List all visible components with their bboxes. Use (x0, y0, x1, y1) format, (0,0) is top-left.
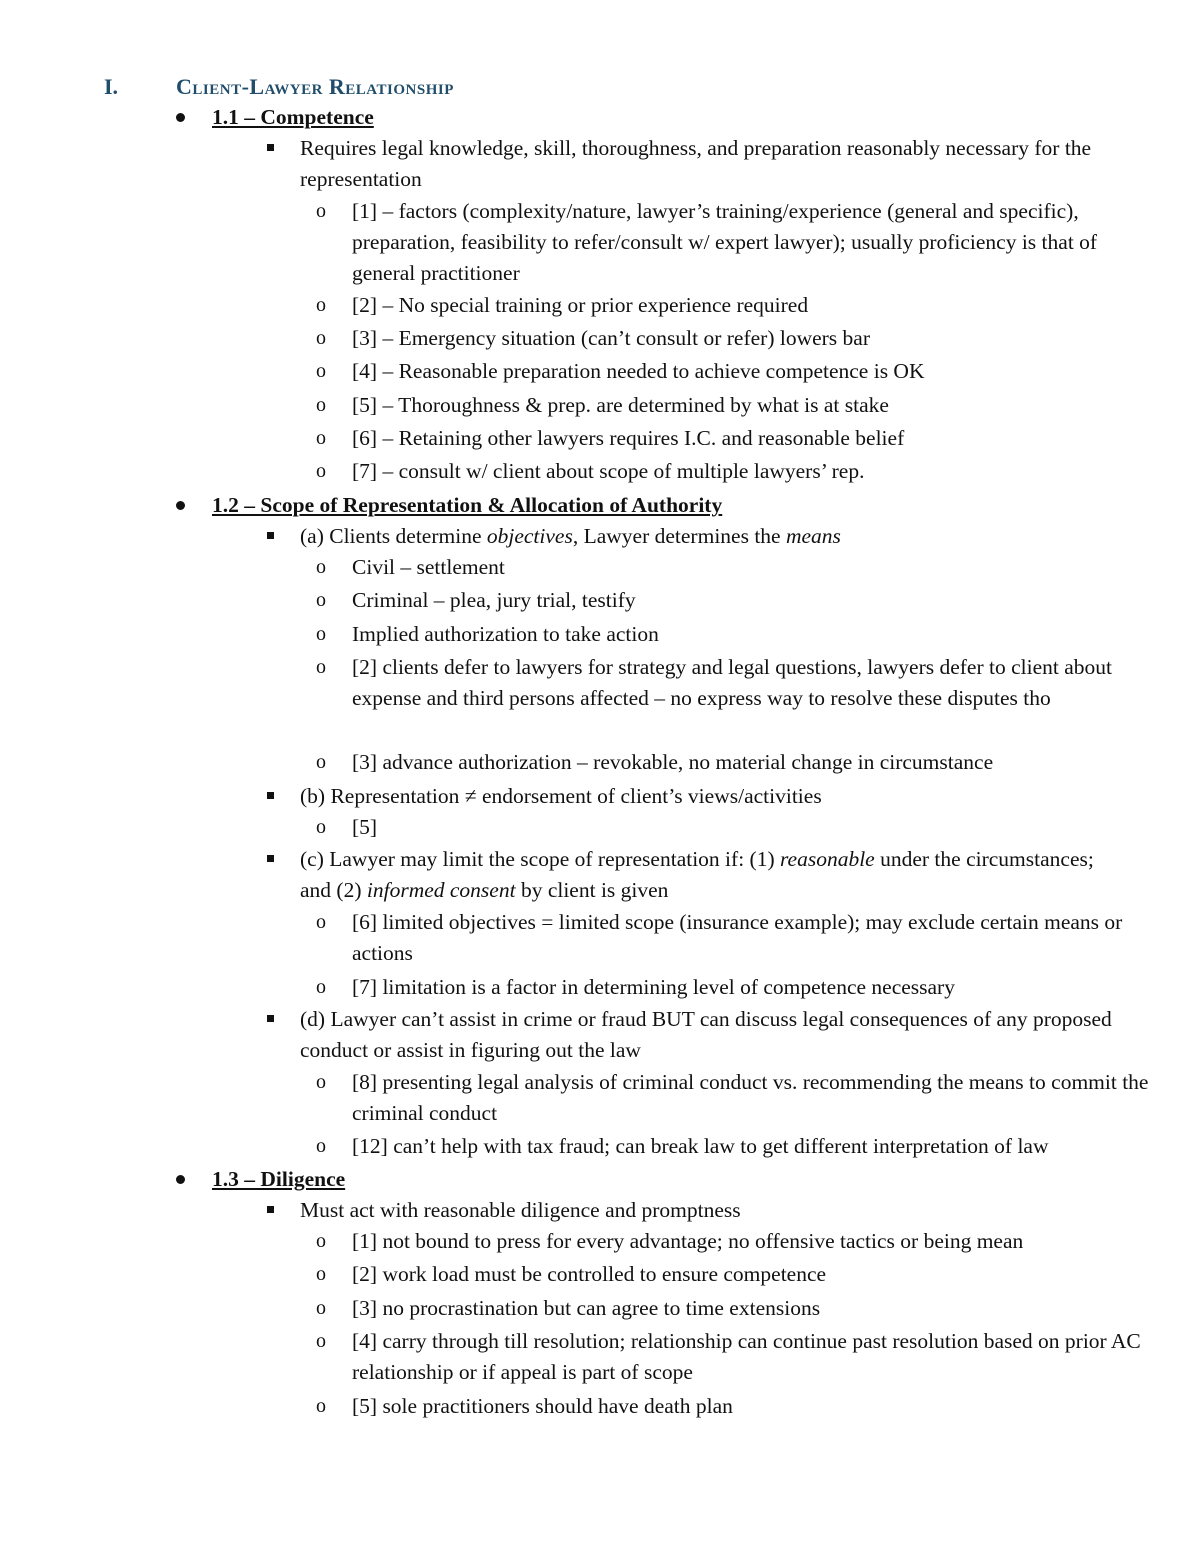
comment-item: o [3] no procrastination but can agree to time extensions (352, 1293, 1152, 1324)
circle-bullet-icon: o (316, 589, 326, 611)
square-bullet-icon (267, 855, 274, 862)
comment-item: o Criminal – plea, jury trial, testify (352, 585, 1152, 616)
circle-bullet-icon: o (316, 1297, 326, 1319)
circle-bullet-icon: o (316, 1395, 326, 1417)
circle-bullet-icon: o (316, 623, 326, 645)
square-bullet-icon (267, 532, 274, 539)
square-bullet-icon (267, 1015, 274, 1022)
circle-bullet-icon: o (316, 394, 326, 416)
circle-bullet-icon: o (316, 1135, 326, 1157)
circle-bullet-icon: o (316, 1263, 326, 1285)
comment-item: o [7] – consult w/ client about scope of multiple lawyers’ rep. (352, 456, 1152, 487)
rule-item: (b) Representation ≠ endorsement of client’s views/activities (300, 781, 1130, 812)
comment-item: o [7] limitation is a factor in determining level of competence necessary (352, 972, 1152, 1003)
circle-bullet-icon: o (316, 1330, 326, 1352)
comment-item: o [4] – Reasonable preparation needed to achieve competence is OK (352, 356, 1152, 387)
bullet-icon (176, 501, 185, 510)
circle-bullet-icon: o (316, 751, 326, 773)
comment-item: o [5] – Thoroughness & prep. are determined by what is at stake (352, 390, 1152, 421)
section-heading-1-3: 1.3 – Diligence (212, 1164, 345, 1195)
circle-bullet-icon: o (316, 360, 326, 382)
circle-bullet-icon: o (316, 556, 326, 578)
rule-item: (c) Lawyer may limit the scope of representation if: (1) reasonable under the circumstances; and (2) informed consent by client is given (300, 844, 1130, 906)
bullet-icon (176, 113, 185, 122)
rule-item: Requires legal knowledge, skill, thoroughness, and preparation reasonably necessary for the representation (300, 133, 1130, 195)
circle-bullet-icon: o (316, 816, 326, 838)
comment-item: o [3] – Emergency situation (can’t consult or refer) lowers bar (352, 323, 1152, 354)
comment-item: o [2] work load must be controlled to ensure competence (352, 1259, 1152, 1290)
circle-bullet-icon: o (316, 976, 326, 998)
square-bullet-icon (267, 144, 274, 151)
rule-item: (d) Lawyer can’t assist in crime or fraud BUT can discuss legal consequences of any proposed conduct or assist in figuring out the law (300, 1004, 1130, 1066)
circle-bullet-icon: o (316, 327, 326, 349)
bullet-icon (176, 1175, 185, 1184)
circle-bullet-icon: o (316, 427, 326, 449)
circle-bullet-icon: o (316, 911, 326, 933)
circle-bullet-icon: o (316, 200, 326, 222)
rule-item: Must act with reasonable diligence and promptness (300, 1195, 1130, 1226)
comment-item: o [4] carry through till resolution; relationship can continue past resolution based on prior AC relationship or if appeal is part of scope (352, 1326, 1152, 1388)
chapter-title: Client-Lawyer Relationship (176, 74, 454, 99)
chapter-number: I. (104, 74, 119, 99)
circle-bullet-icon: o (316, 1230, 326, 1252)
circle-bullet-icon: o (316, 460, 326, 482)
comment-item: o [6] – Retaining other lawyers requires I.C. and reasonable belief (352, 423, 1152, 454)
comment-item: o [6] limited objectives = limited scope (insurance example); may exclude certain means or actions (352, 907, 1152, 969)
comment-item: o [1] – factors (complexity/nature, lawyer’s training/experience (general and specific), preparation, feasibility to refer/consult w/ expert lawyer); usually proficiency is that of general practitioner (352, 196, 1152, 289)
circle-bullet-icon: o (316, 656, 326, 678)
section-heading-1-1: 1.1 – Competence (212, 102, 374, 133)
comment-item: o [5] (352, 812, 1152, 843)
circle-bullet-icon: o (316, 1071, 326, 1093)
comment-item: o [2] – No special training or prior experience required (352, 290, 1152, 321)
rule-item: (a) Clients determine objectives, Lawyer determines the means (300, 521, 1130, 552)
comment-item: o Civil – settlement (352, 552, 1152, 583)
square-bullet-icon (267, 792, 274, 799)
comment-item: o [1] not bound to press for every advantage; no offensive tactics or being mean (352, 1226, 1152, 1257)
square-bullet-icon (267, 1206, 274, 1213)
comment-item: o [12] can’t help with tax fraud; can break law to get different interpretation of law (352, 1131, 1152, 1162)
circle-bullet-icon: o (316, 294, 326, 316)
comment-item: o [2] clients defer to lawyers for strategy and legal questions, lawyers defer to client about expense and third persons affected – no express way to resolve these disputes tho (352, 652, 1152, 714)
comment-item: o [3] advance authorization – revokable, no material change in circumstance (352, 747, 1152, 778)
section-heading-1-2: 1.2 – Scope of Representation & Allocation of Authority (212, 490, 722, 521)
comment-item: o Implied authorization to take action (352, 619, 1152, 650)
comment-item: o [8] presenting legal analysis of criminal conduct vs. recommending the means to commit the criminal conduct (352, 1067, 1152, 1129)
comment-item: o [5] sole practitioners should have death plan (352, 1391, 1152, 1422)
